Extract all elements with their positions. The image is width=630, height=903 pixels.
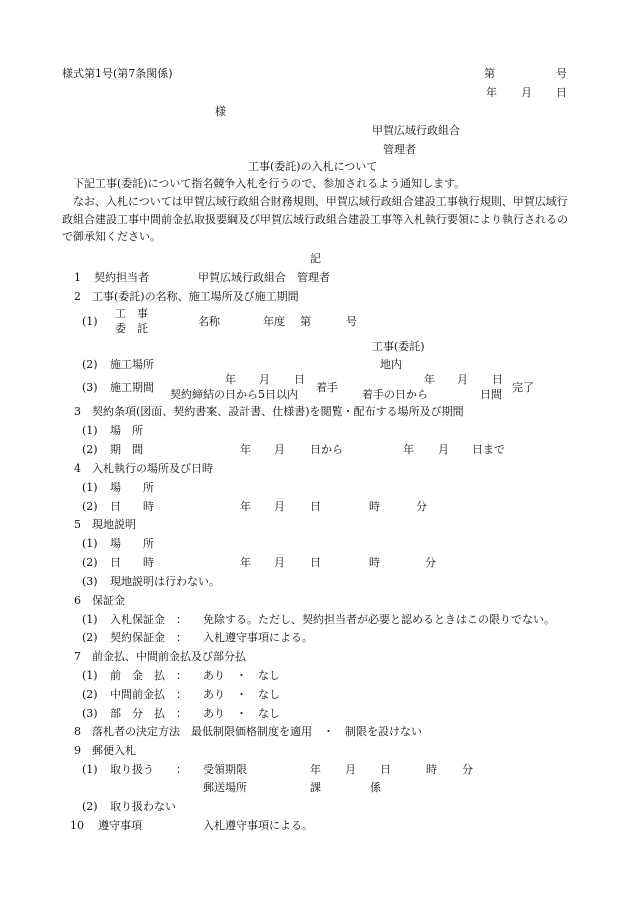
s10-label: 遵守事項 xyxy=(98,819,142,832)
s9-i1-year: 年 xyxy=(310,763,321,776)
s5-i3-text: 現地説明は行わない。 xyxy=(110,575,220,588)
s9-i1-dest: 郵送場所 xyxy=(203,781,247,794)
s2-i3-from-start: 着手の日から xyxy=(362,388,428,401)
s7-i3-num: (3) xyxy=(82,707,98,720)
s9-i1-hour: 時 xyxy=(426,763,437,776)
s4-heading: 4 入札執行の場所及び日時 xyxy=(74,462,213,475)
s3-heading: 3 契約条項(図面、契約書案、設計書、仕様書)を閲覧・配布する場所及び期間 xyxy=(74,405,464,418)
s4-i2-year: 年 xyxy=(240,500,251,513)
s9-i1-month: 月 xyxy=(345,763,356,776)
s9-heading: 9 郵便入札 xyxy=(74,744,136,757)
s3-i2-label: 期 間 xyxy=(110,443,143,456)
s2-i2-value: 地内 xyxy=(380,358,402,371)
s5-heading: 5 現地説明 xyxy=(74,518,136,531)
document-title: 工事(委託)の入札について xyxy=(248,160,378,173)
s2-i1-dai: 第 xyxy=(300,315,311,328)
s9-i1-day: 日 xyxy=(380,763,391,776)
s1-label: 契約担当者 xyxy=(94,271,149,284)
intro-paragraph-1: 下記工事(委託)について指名競争入札を行うので、参加されるよう通知します。 xyxy=(73,177,466,190)
s2-i3-year: 年 xyxy=(225,373,236,386)
s2-i2-num: (2) xyxy=(82,358,98,371)
s3-i2-num: (2) xyxy=(82,443,98,456)
s9-i1-deadline: 受領期限 xyxy=(203,763,247,776)
s6-i1-value: 免除する。ただし、契約担当者が必要と認めるときはこの限りでない。 xyxy=(203,613,555,626)
s2-i3-day2: 日 xyxy=(492,373,503,386)
s2-i1-itaku: 委 託 xyxy=(115,322,148,335)
s7-i1-label: 前 金 払 ： xyxy=(110,669,187,682)
s4-i2-label: 日 時 xyxy=(110,500,154,513)
s10-value: 入札遵守事項による。 xyxy=(203,819,313,832)
s6-i2-num: (2) xyxy=(82,631,98,644)
s5-i1-label: 場 所 xyxy=(110,537,154,550)
s8-text: 8 落札者の決定方法 最低制限価格制度を適用 ・ 制限を設けない xyxy=(74,725,422,738)
number-prefix: 第 xyxy=(484,67,495,80)
s10-num: 10 xyxy=(70,819,84,832)
s2-i1-kouji: 工 事 xyxy=(115,307,148,320)
number-suffix: 号 xyxy=(556,67,567,80)
s5-i2-year: 年 xyxy=(240,556,251,569)
s3-i2-from-day: 日から xyxy=(310,443,343,456)
s6-heading: 6 保証金 xyxy=(74,594,125,607)
s2-i2-label: 施工場所 xyxy=(110,358,154,371)
s3-i2-to-year: 年 xyxy=(403,443,414,456)
issuer-title: 管理者 xyxy=(383,143,416,156)
s9-i1-minute: 分 xyxy=(462,763,473,776)
s5-i2-hour: 時 xyxy=(369,556,380,569)
s2-i3-start: 着手 xyxy=(316,381,338,394)
s9-i2-num: (2) xyxy=(82,800,98,813)
s7-i3-label: 部 分 払 ： xyxy=(110,707,187,720)
date-month: 月 xyxy=(521,86,532,99)
form-label: 様式第1号(第7条関係) xyxy=(62,67,173,80)
s4-i2-hour: 時 xyxy=(369,500,380,513)
s2-i3-complete: 完了 xyxy=(512,381,534,394)
issuer-org: 甲賀広域行政組合 xyxy=(372,124,460,137)
s2-i3-label: 施工期間 xyxy=(110,381,154,394)
s2-heading: 2 工事(委託)の名称、施工場所及び施工期間 xyxy=(74,290,299,303)
s2-i3-num: (3) xyxy=(82,381,98,394)
s2-i3-within: 契約締結の日から5日以内 xyxy=(170,388,298,401)
s5-i3-num: (3) xyxy=(82,575,98,588)
s7-i1-choice: あり ・ なし xyxy=(203,669,280,682)
s2-i1-name: 名称 xyxy=(198,315,220,328)
s2-i1-kind: 工事(委託) xyxy=(372,340,425,353)
s7-i3-choice: あり ・ なし xyxy=(203,707,280,720)
s5-i1-num: (1) xyxy=(82,537,98,550)
s7-heading: 7 前金払、中間前金払及び部分払 xyxy=(74,650,246,663)
s6-i2-label: 契約保証金 ： xyxy=(110,631,187,644)
s4-i2-month: 月 xyxy=(274,500,285,513)
s3-i2-from-month: 月 xyxy=(274,443,285,456)
s2-i3-month2: 月 xyxy=(457,373,468,386)
s4-i2-num: (2) xyxy=(82,500,98,513)
s7-i1-num: (1) xyxy=(82,669,98,682)
s9-i1-num: (1) xyxy=(82,763,98,776)
s3-i2-to-day: 日まで xyxy=(472,443,505,456)
addressee-sama: 様 xyxy=(215,105,226,118)
s2-i3-day: 日 xyxy=(294,373,305,386)
s5-i2-month: 月 xyxy=(274,556,285,569)
s7-i2-num: (2) xyxy=(82,688,98,701)
s2-i1-num: (1) xyxy=(82,315,98,328)
s4-i1-num: (1) xyxy=(82,481,98,494)
s2-i3-month: 月 xyxy=(259,373,270,386)
s4-i2-minute: 分 xyxy=(416,500,427,513)
date-day: 日 xyxy=(556,86,567,99)
s5-i2-num: (2) xyxy=(82,556,98,569)
s3-i2-from-year: 年 xyxy=(240,443,251,456)
s9-i1-kakari: 係 xyxy=(370,781,381,794)
s6-i1-label: 入札保証金 ： xyxy=(110,613,187,626)
s7-i2-label: 中間前金払 ： xyxy=(110,688,187,701)
s6-i1-num: (1) xyxy=(82,613,98,626)
intro-paragraph-2: なお、入札については甲賀広域行政組合財務規則、甲賀広域行政組合建設工事執行規則、甲賀広域行政組合建設工事中間前金払取扱要綱及び甲賀広域行政組合建設工事等入札執行要領により執行されるので御承知ください。 xyxy=(62,195,568,243)
s9-i2-label: 取り扱わない xyxy=(110,800,176,813)
s3-i2-to-month: 月 xyxy=(438,443,449,456)
s3-i1-label: 場 所 xyxy=(110,424,143,437)
s5-i2-day: 日 xyxy=(310,556,321,569)
s3-i1-num: (1) xyxy=(82,424,98,437)
ki-heading: 記 xyxy=(310,252,321,265)
s2-i3-year2: 年 xyxy=(424,373,435,386)
s4-i2-day: 日 xyxy=(310,500,321,513)
s9-i1-label: 取り扱う ： xyxy=(110,763,187,776)
s7-i2-choice: あり ・ なし xyxy=(203,688,280,701)
s5-i2-label: 日 時 xyxy=(110,556,154,569)
s1-value: 甲賀広域行政組合 管理者 xyxy=(198,271,330,284)
s2-i3-days: 日間 xyxy=(480,388,502,401)
date-year: 年 xyxy=(486,86,497,99)
s5-i2-minute: 分 xyxy=(425,556,436,569)
s1-num: 1 xyxy=(74,271,81,284)
s2-i1-go: 号 xyxy=(346,315,357,328)
s9-i1-ka: 課 xyxy=(310,781,321,794)
s2-i1-year: 年度 xyxy=(263,315,285,328)
s6-i2-value: 入札遵守事項による。 xyxy=(203,631,313,644)
s4-i1-label: 場 所 xyxy=(110,481,154,494)
